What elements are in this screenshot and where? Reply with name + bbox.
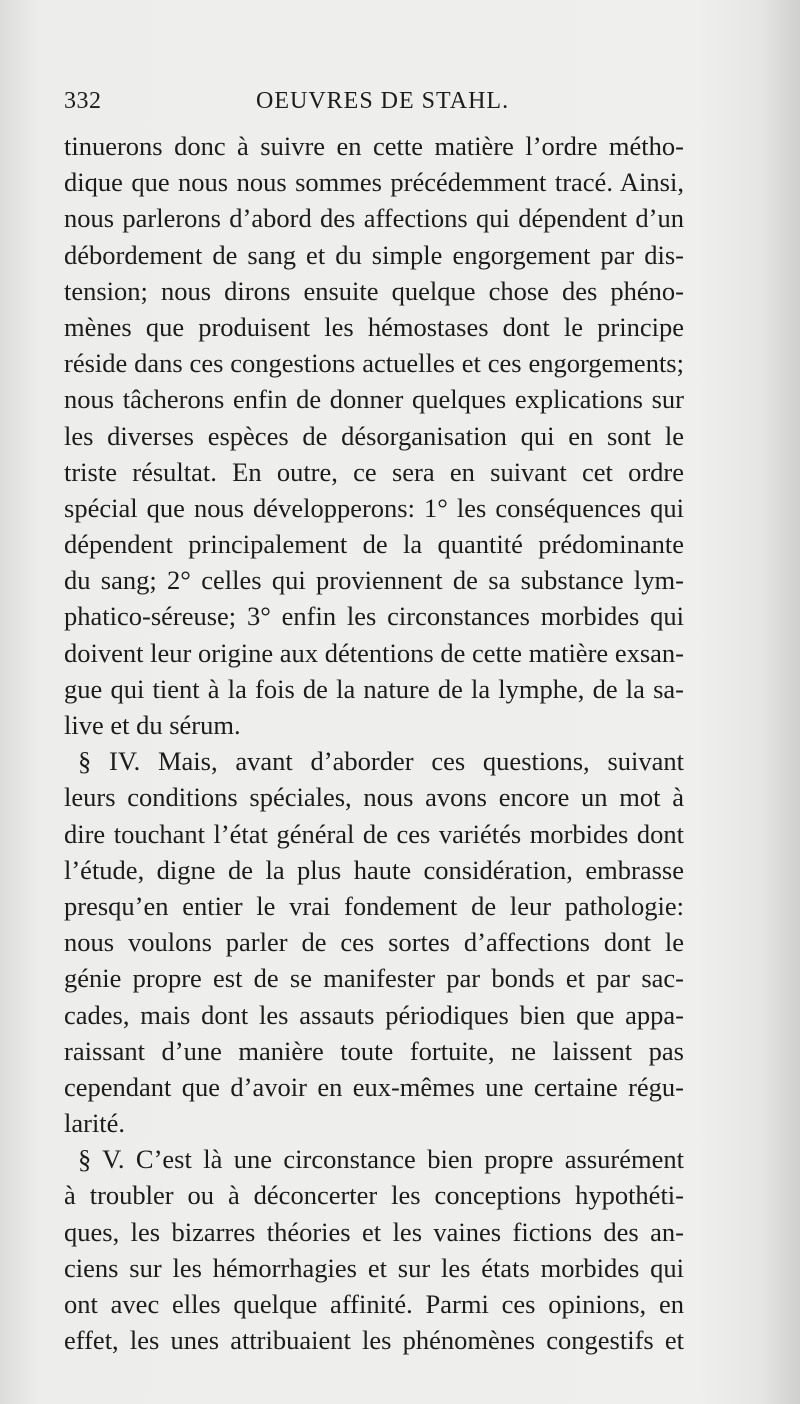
text-line: les diverses espèces de désorganisation qui en sont le	[64, 420, 684, 451]
text-line: cependant que d’avoir en eux-mêmes une certaine régu-	[64, 1071, 684, 1102]
text-line: presqu’en entier le vrai fondement de leur pathologie:	[64, 890, 684, 921]
text-line: gue qui tient à la fois de la nature de la lymphe, de la sa-	[64, 673, 684, 704]
text-line: ont avec elles quelque affinité. Parmi ces opinions, en	[64, 1289, 684, 1319]
text-line: réside dans ces congestions actuelles et ces engorgements;	[64, 348, 684, 379]
text-line: l’étude, digne de la plus haute considération, embrasse	[64, 854, 684, 885]
text-line: § V. C’est là une circonstance bien propre assurément	[78, 1144, 684, 1175]
text-line: ques, les bizarres théories et les vaines fictions des an-	[64, 1216, 684, 1247]
text-line: raissant d’une manière toute fortuite, ne laissent pas	[64, 1035, 684, 1066]
text-line: ciens sur les hémorrhagies et sur les états morbides qui	[64, 1252, 684, 1283]
text-line: triste résultat. En outre, ce sera en suivant cet ordre	[64, 456, 684, 487]
text-line: dépendent principalement de la quantité prédominante	[64, 529, 684, 560]
text-line: génie propre est de se manifester par bonds et par sac-	[64, 963, 684, 994]
text-line: spécial que nous développerons: 1° les conséquences qui	[64, 492, 684, 523]
text-line: nous tâcherons enfin de donner quelques explications sur	[64, 384, 684, 415]
text-line: cades, mais dont les assauts périodiques bien que appa-	[64, 999, 684, 1030]
text-line: débordement de sang et du simple engorgement par dis-	[64, 239, 684, 270]
text-line: § IV. Mais, avant d’aborder ces questions, suivant	[78, 746, 684, 777]
text-line: tinuerons donc à suivre en cette matière l’ordre métho-	[64, 131, 684, 161]
page-header	[64, 88, 684, 122]
running-title: OEUVRES DE STAHL.	[256, 88, 510, 114]
text-line: nous voulons parler de ces sortes d’affections dont le	[64, 927, 684, 958]
text-line: tension; nous dirons ensuite quelque chose des phéno-	[64, 275, 684, 306]
text-line: dire touchant l’état général de ces variétés morbides dont	[64, 818, 684, 849]
text-line: leurs conditions spéciales, nous avons encore un mot à	[64, 782, 684, 813]
text-line: dique que nous nous sommes précédemment tracé. Ainsi,	[64, 167, 684, 198]
text-line: effet, les unes attribuaient les phénomènes congestifs et	[64, 1325, 684, 1356]
text-line: live et du sérum.	[64, 710, 241, 740]
page-number: 332	[64, 88, 102, 114]
text-line: à troubler ou à déconcerter les conceptions hypothéti-	[64, 1180, 684, 1211]
text-line: doivent leur origine aux détentions de cette matière exsan-	[64, 637, 684, 668]
text-line: larité.	[64, 1108, 126, 1139]
body-text	[64, 128, 684, 1358]
text-line: phatico-séreuse; 3° enfin les circonstances morbides qui	[64, 601, 684, 632]
text-line: nous parlerons d’abord des affections qui dépendent d’un	[64, 203, 684, 234]
text-line: mènes que produisent les hémostases dont le principe	[64, 311, 684, 342]
text-line: du sang; 2° celles qui proviennent de sa substance lym-	[64, 565, 684, 596]
